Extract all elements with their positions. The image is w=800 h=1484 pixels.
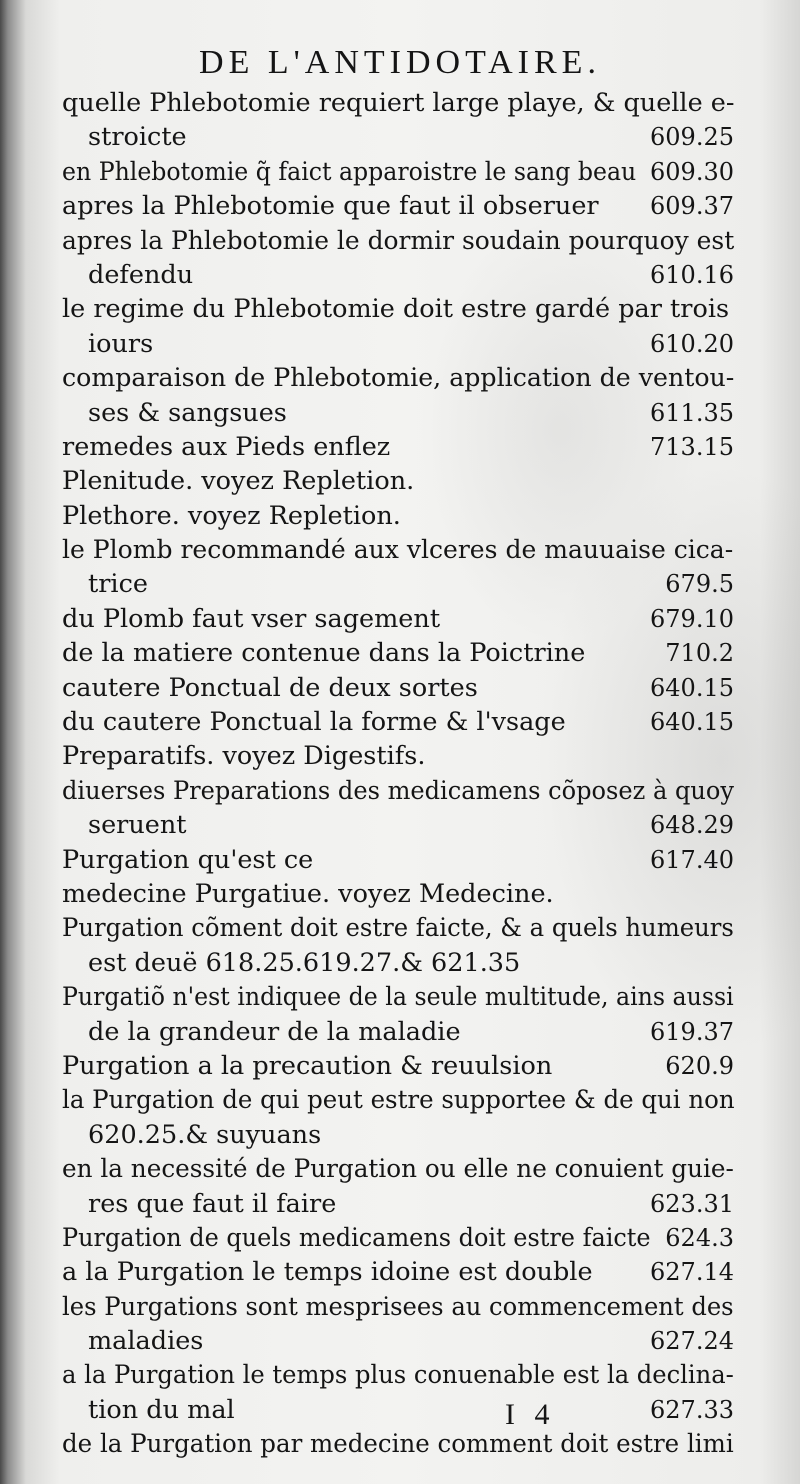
index-entries [62,86,734,1462]
page-reference: 627.14 [650,1258,734,1287]
index-line-text: res que faut il faire [88,1188,337,1219]
index-line [62,224,734,258]
index-line [62,1015,734,1049]
index-line-text: medecine Purgatiue. voyez Medecine. [62,878,554,909]
index-line [62,1152,734,1186]
index-line-text: stroicte [88,122,187,153]
index-line-text: apres la Phlebotomie que faut il obseruer [62,191,599,222]
index-line [62,671,734,705]
index-line [62,533,734,567]
index-line-text: ses & sangsues [88,397,287,428]
index-line-text: le Plomb recommandé aux vlceres de mauuaise cica- [62,535,734,566]
index-line-text: a la Purgation le temps plus conuenable est la declina- [62,1360,734,1391]
index-line [62,1221,734,1255]
page-reference: 679.10 [650,604,734,633]
page-reference: 640.15 [650,673,734,702]
index-line-text: 620.25.& suyuans [88,1119,322,1150]
index-line-text: le regime du Phlebotomie doit estre gardé par trois [62,294,730,325]
index-line-text: de la grandeur de la maladie [88,1016,461,1047]
index-line-text: trice [88,569,148,600]
index-line-text: Purgation a la precaution & reuulsion [62,1050,553,1081]
page-reference: 610.16 [650,260,734,289]
page-reference: 624.3 [665,1223,734,1252]
index-line-text: maladies [88,1326,204,1357]
index-line-text: en la necessité de Purgation ou elle ne conuient guie- [62,1154,734,1185]
index-line [62,911,734,945]
index-line [62,1118,734,1152]
index-line-text: de la matiere contenue dans la Poictrine [62,638,586,669]
page-reference: 627.24 [650,1327,734,1356]
index-line-text: Plenitude. voyez Repletion. [62,466,415,497]
page-reference: 609.37 [650,192,734,221]
index-line [62,877,734,911]
index-line-text: Purgation qu'est ce [62,844,314,875]
index-line [62,1187,734,1221]
index-line [62,602,734,636]
index-line [62,1324,734,1358]
index-line-text: cautere Ponctual de deux sortes [62,672,478,703]
page-reference: 609.30 [650,157,734,186]
index-line-text: de la Purgation par medecine comment doit estre limi [62,1429,734,1460]
page-reference: 620.9 [665,1051,734,1080]
index-line-text: iours [88,328,154,359]
index-line [62,1393,734,1427]
index-line-text: du cautere Ponctual la forme & l'vsage [62,707,566,738]
page-reference: 611.35 [650,398,734,427]
index-line-text: a la Purgation le temps idoine est double [62,1257,593,1288]
index-line [62,499,734,533]
index-line [62,774,734,808]
page-reference: 619.37 [650,1017,734,1046]
page-reference: 610.20 [650,329,734,358]
index-line [62,1083,734,1117]
index-line [62,636,734,670]
index-line [62,86,734,120]
page-reference: 640.15 [650,708,734,737]
index-line-text: Plethore. voyez Repletion. [62,500,401,531]
index-line-text: tion du mal [88,1394,235,1425]
index-line [62,567,734,601]
index-line-text: en Phlebotomie q̃ faict apparoistre le sang beau [62,156,637,187]
index-line [62,843,734,877]
index-line-text: quelle Phlebotomie requiert large playe, & quelle e- [62,88,735,118]
index-line-text: Preparatifs. voyez Digestifs. [62,741,426,772]
index-line-text: est deuë 618.25.619.27.& 621.35 [88,947,521,978]
signature-mark: I 4 [505,1398,556,1431]
index-line [62,327,734,361]
index-line [62,464,734,498]
index-line [62,1427,734,1461]
index-line-text: diuerses Preparations des medicamens cõposez à quoy [62,775,734,806]
index-line [62,1358,734,1392]
page-reference: 648.29 [650,811,734,840]
page-reference: 617.40 [650,845,734,874]
page-reference: 713.15 [650,432,734,461]
index-line [62,292,734,326]
index-line-text: apres la Phlebotomie le dormir soudain pourquoy est [62,225,735,256]
index-line-text: comparaison de Phlebotomie, application de ventou- [62,363,735,394]
index-line [62,1290,734,1324]
index-line [62,430,734,464]
index-line-text: Purgatiõ n'est indiquee de la seule multitude, ains aussi [62,982,734,1013]
index-line [62,189,734,223]
index-line [62,1049,734,1083]
running-header: DE L'ANTIDOTAIRE. [199,44,601,81]
page-reference: 627.33 [650,1395,734,1424]
page-reference: 609.25 [650,123,734,152]
page-reference: 623.31 [650,1189,734,1218]
index-line [62,946,734,980]
index-line [62,705,734,739]
page-reference: 710.2 [665,639,734,668]
index-line-text: remedes aux Pieds enflez [62,431,391,462]
index-line [62,739,734,773]
index-line-text: la Purgation de qui peut estre supportee & de qui non [62,1085,735,1116]
page-reference: 679.5 [665,570,734,599]
index-line-text: defendu [88,259,194,290]
index-line [62,155,734,189]
index-line [62,1255,734,1289]
index-line-text: Purgation de quels medicamens doit estre faicte [62,1222,651,1253]
index-line-text: les Purgations sont mesprisees au commencement des [62,1291,734,1322]
index-line-text: seruent [88,810,187,841]
index-line [62,808,734,842]
index-line-text: Purgation cõment doit estre faicte, & a quels humeurs [62,913,734,944]
index-line [62,120,734,154]
index-line-text: du Plomb faut vser sagement [62,603,441,634]
index-line [62,980,734,1014]
index-line [62,361,734,395]
index-line [62,258,734,292]
index-line [62,396,734,430]
